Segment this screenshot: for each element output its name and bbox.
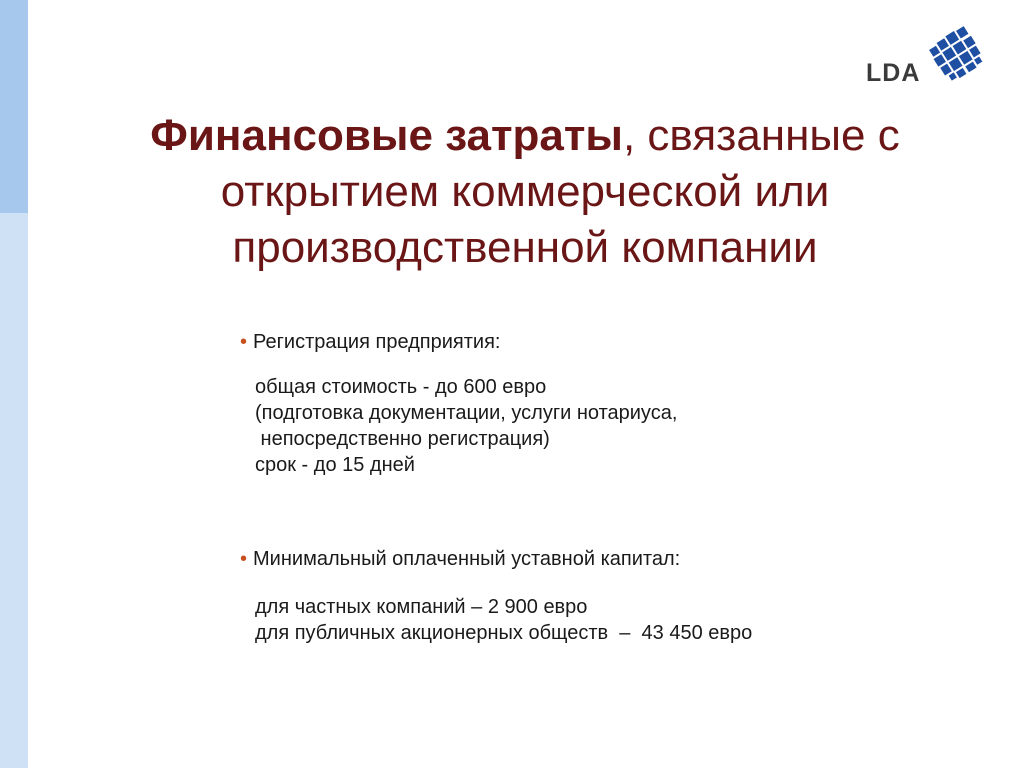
detail-line: для публичных акционерных обществ – 43 450 евро [255,622,753,644]
title-bold: Финансовые затраты [150,111,623,160]
section-heading-capital: • Минимальный оплаченный уставной капитал: [240,548,681,570]
registration-details [255,374,677,478]
capital-details [255,594,752,646]
title-line-3: производственной компании [232,223,818,272]
lda-logo [866,26,986,86]
globe-grid-icon [928,26,986,84]
page-title [80,108,970,276]
bullet-dot: • [240,331,248,353]
detail-line: непосредственно регистрация) [255,428,550,450]
side-stripe-accent [0,0,28,213]
detail-line: для частных компаний – 2 900 евро [255,596,588,618]
section-heading-registration: • Регистрация предприятия: [240,331,501,353]
detail-line: (подготовка документации, услуги нотариуса, [255,402,678,424]
title-line-2: открытием коммерческой или [220,167,830,216]
detail-line: общая стоимость - до 600 евро [255,376,547,398]
detail-line: срок - до 15 дней [255,454,415,476]
bullet-dot: • [240,548,248,570]
logo-text: LDA [866,59,921,87]
title-rest: , связанные с [622,111,900,160]
